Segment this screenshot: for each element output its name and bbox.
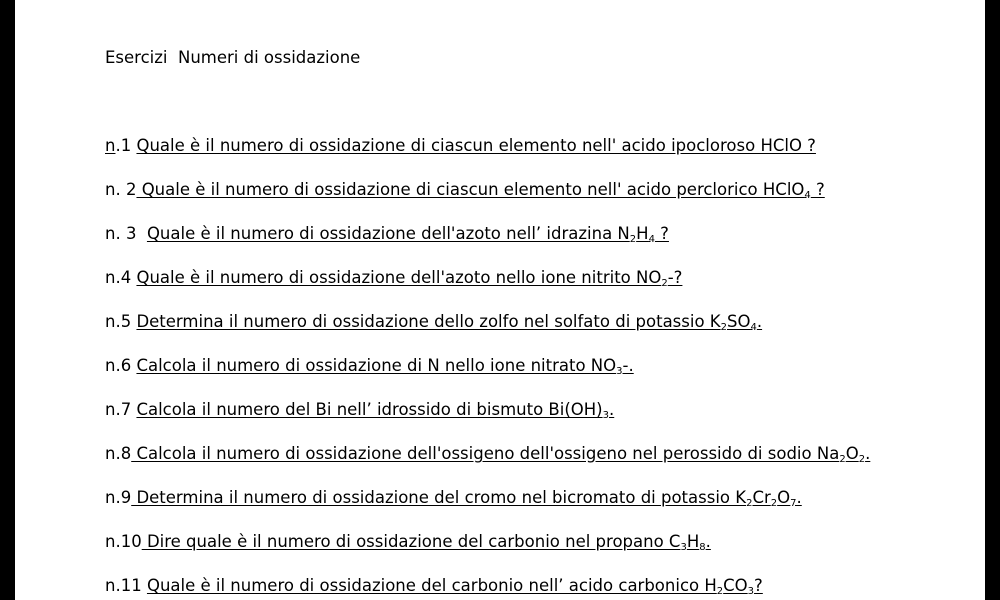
exercise-item	[105, 399, 614, 421]
exercise-question: Determina il numero di ossidazione dello zolfo nel solfato di potassio $K_2SO_4$.	[136, 312, 763, 333]
exercise-question: Quale è il numero di ossidazione del carbonio nell’ acido carbonico $H_2CO_3$?	[146, 576, 763, 597]
exercise-item	[105, 135, 816, 157]
exercise-number: n.7	[105, 400, 137, 419]
exercise-number: n.8	[105, 444, 132, 463]
exercise-number: n.5	[105, 312, 137, 331]
exercise-number: n.6	[105, 356, 137, 375]
exercise-item	[105, 355, 634, 377]
exercise-number: n. 2	[105, 180, 137, 199]
exercise-item	[105, 223, 669, 245]
page-title: Esercizi Numeri di ossidazione	[105, 48, 361, 67]
exercise-item	[105, 531, 711, 553]
exercise-question: Calcola il numero di ossidazione dell'ossigeno dell'ossigeno nel perossido di sodio $Na_2O_2$.	[131, 444, 871, 465]
exercise-item	[105, 267, 682, 289]
exercise-question: Determina il numero di ossidazione del cromo nel bicromato di potassio $K_2Cr_2O_7$.	[131, 488, 802, 509]
exercise-number: n.9	[105, 488, 132, 507]
exercise-question: Quale è il numero di ossidazione di ciascun elemento nell' acido ipocloroso HClO ?	[136, 136, 816, 155]
exercise-number: n.11	[105, 576, 147, 595]
exercise-item	[105, 311, 762, 333]
exercise-item	[105, 179, 825, 201]
document-page	[15, 0, 985, 600]
exercise-question: Calcola il numero di ossidazione di N nello ione nitrato $NO_3-$.	[136, 356, 634, 377]
exercise-number: n.4	[105, 268, 137, 287]
exercise-item	[105, 443, 870, 465]
exercise-question: Quale è il numero di ossidazione dell'azoto nell’ idrazina $N_2H_4$ ?	[146, 224, 669, 245]
exercise-question: Quale è il numero di ossidazione di ciascun elemento nell' acido perclorico HClO$_4$ ?	[136, 180, 825, 201]
exercise-item	[105, 575, 763, 597]
exercise-item	[105, 487, 802, 509]
exercise-question: Calcola il numero del Bi nell’ idrossido di bismuto $Bi(OH)_3$.	[136, 400, 615, 421]
exercise-question: Dire quale è il numero di ossidazione del carbonio nel propano $C_3H_8$.	[141, 532, 711, 553]
exercise-number: n.10	[105, 532, 142, 551]
exercise-question: Quale è il numero di ossidazione dell'azoto nello ione nitrito $NO_2-$?	[136, 268, 683, 289]
exercise-number: n. 3	[105, 224, 147, 243]
exercise-number: n.1	[105, 136, 137, 155]
